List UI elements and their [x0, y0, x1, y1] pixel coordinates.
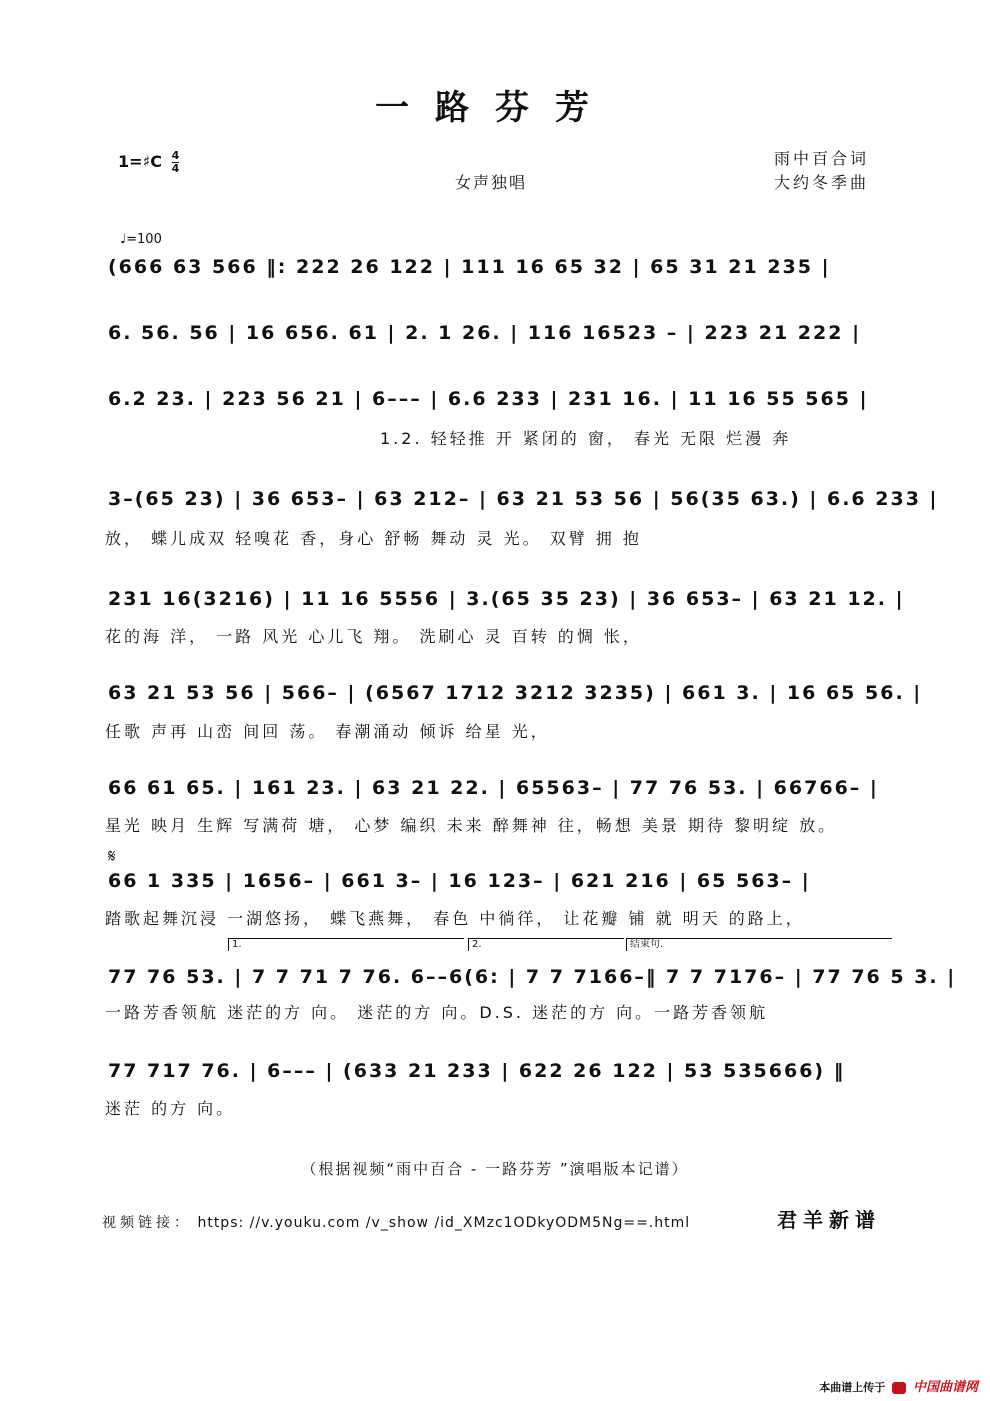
video-link-url[interactable]: https: //v.youku.com /v_show /id_XMzc1ODkyODM5Ng==.html [197, 1215, 691, 1231]
ending-label: 结束句. [630, 939, 664, 950]
time-signature-bottom: 4 [171, 162, 180, 175]
score-row-4: 3–(65 23) | 36 653– | 63 212– | 63 21 53 56 | 56(35 63.) | 6.6 233 | [108, 488, 939, 510]
volta-1-label: 1. [232, 939, 242, 950]
lyric-row-6: 任歌 声再 山峦 间回 荡。 春潮涌动 倾诉 给星 光， [105, 722, 550, 741]
video-link-line [102, 1212, 690, 1232]
song-title: 一路芬芳 [375, 88, 615, 128]
score-row-2: 6. 56. 56 | 16 656. 61 | 2. 1 26. | 116 16523 – | 223 21 222 | [108, 322, 862, 344]
lyric-row-8: 踏歌起舞沉浸 一湖悠扬， 蝶飞燕舞， 春色 中徜徉， 让花瓣 铺 就 明天 的路上， [105, 909, 805, 928]
site-logo-icon [892, 1382, 906, 1394]
score-row-7: 66 61 65. | 161 23. | 63 21 22. | 65563– | 77 76 53. | 66766– | [108, 777, 879, 799]
lyricist-credit: 雨中百合词 [774, 149, 870, 168]
score-row-10: 77 717 76. | 6––– | (633 21 233 | 622 26 122 | 53 535666) ‖ [108, 1060, 846, 1082]
score-row-6: 63 21 53 56 | 566– | (6567 1712 3212 3235) | 661 3. | 16 65 56. | [108, 682, 923, 704]
transcriber-signature: 君羊新谱 [777, 1208, 881, 1232]
time-signature-top: 4 [171, 149, 180, 162]
score-row-8: 66 1 335 | 1656– | 661 3– | 16 123– | 621 216 | 65 563– | [108, 870, 811, 892]
composer-credit: 大约冬季曲 [774, 173, 870, 192]
source-note: （根据视频“雨中百合 - 一路芬芳 ”演唱版本记谱） [301, 1160, 689, 1178]
segno-sign: 𝄋 [108, 846, 116, 867]
key-label: 1=♯C [118, 152, 163, 171]
lyric-row-4: 放， 蝶儿成双 轻嗅花 香，身心 舒畅 舞动 灵 光。 双臂 拥 抱 [105, 529, 642, 548]
score-row-5: 231 16(3216) | 11 16 5556 | 3.(65 35 23) | 36 653– | 63 21 12. | [108, 588, 905, 610]
upload-footer [819, 1376, 978, 1395]
lyric-row-5: 花的海 洋， 一路 风光 心儿飞 翔。 洗刷心 灵 百转 的惆 怅， [105, 627, 642, 646]
ending-bracket [626, 938, 892, 951]
volta-2-label: 2. [472, 939, 482, 950]
lyric-row-9: 一路芳香领航 迷茫的方 向。 迷茫的方 向。D.S. 迷茫的方 向。一路芳香领航 [105, 1003, 769, 1022]
key-signature [118, 150, 179, 175]
score-row-9: 77 76 53. | 7 7 71 7 76. 6––6(6: | 7 7 7166–‖ 7 7 7176– | 77 76 5 3. | [108, 966, 957, 988]
lyric-row-3: 1.2. 轻轻推 开 紧闭的 窗， 春光 无限 烂漫 奔 [380, 429, 792, 448]
performer-label: 女声独唱 [455, 173, 528, 192]
tempo-marking: ♩=100 [120, 232, 162, 247]
score-row-1: (666 63 566 ‖: 222 26 122 | 111 16 65 32 | 65 31 21 235 | [108, 256, 831, 278]
time-signature [172, 150, 180, 175]
upload-label: 本曲谱上传于 [819, 1381, 886, 1394]
lyric-row-10: 迷茫 的方 向。 [105, 1099, 236, 1118]
site-name-link[interactable]: 中国曲谱网 [912, 1380, 978, 1395]
volta-2-bracket [468, 938, 624, 951]
lyric-row-7: 星光 映月 生辉 写满荷 塘， 心梦 编织 未来 醉舞神 往，畅想 美景 期待 黎明绽 放。 [105, 816, 838, 835]
video-link-label: 视频链接： [102, 1215, 192, 1231]
score-row-3: 6.2 23. | 223 56 21 | 6––– | 6.6 233 | 231 16. | 11 16 55 565 | [108, 388, 869, 410]
volta-1-bracket [228, 938, 464, 951]
